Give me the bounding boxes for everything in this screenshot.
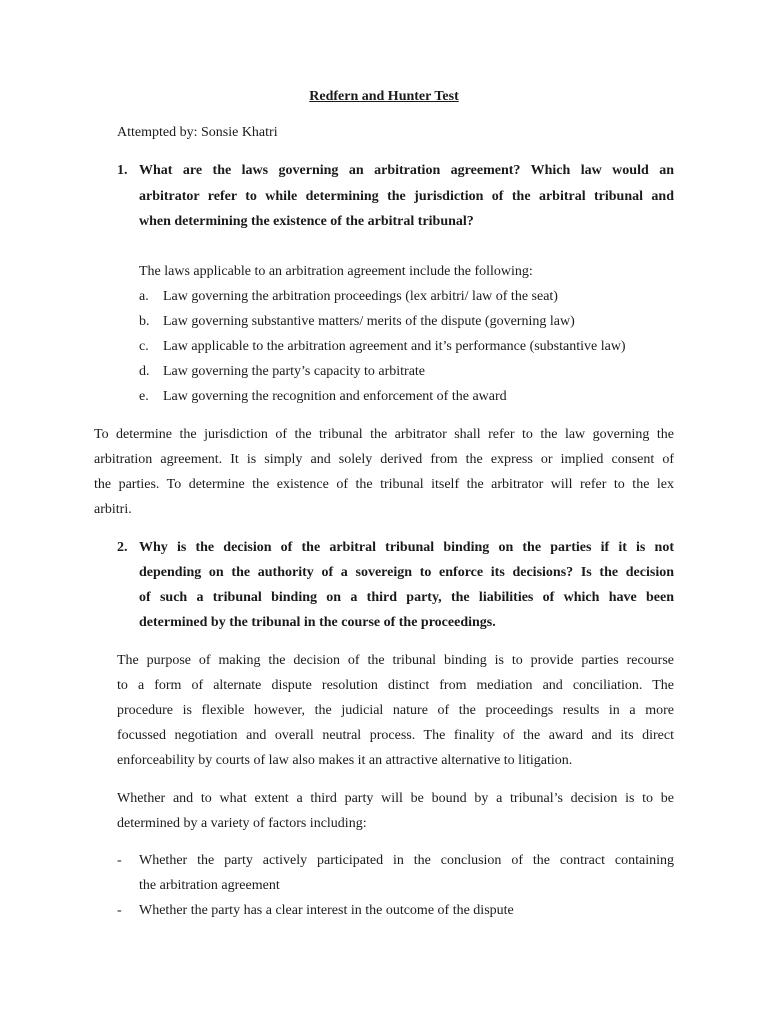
list-marker: c.: [139, 339, 149, 354]
question-line: arbitrator refer to while determining the jurisdiction of the arbitral tribunal and: [139, 189, 674, 204]
bullet-marker: -: [117, 853, 122, 868]
answer-line: To determine the jurisdiction of the tribunal the arbitrator shall refer to the law governing the: [94, 427, 674, 442]
answer-line: arbitration agreement. It is simply and solely derived from the express or implied consent of: [94, 452, 674, 467]
paragraph-line: procedure is flexible however, the judicial nature of the proceedings results in a more: [117, 703, 674, 718]
question-line: depending on the authority of a sovereign to enforce its decisions? Is the decision: [139, 565, 674, 580]
question-line: when determining the existence of the arbitral tribunal?: [139, 214, 474, 229]
paragraph-line: focussed negotiation and overall neutral process. The finality of the award and its direct: [117, 728, 674, 743]
bullet-marker: -: [117, 903, 122, 918]
paragraph-line: to a form of alternate dispute resolution distinct from mediation and conciliation. The: [117, 678, 674, 693]
question-number: 2.: [117, 540, 128, 555]
list-intro: The laws applicable to an arbitration agreement include the following:: [139, 264, 533, 279]
list-marker: a.: [139, 289, 149, 304]
question-number: 1.: [117, 163, 128, 178]
list-item: Law governing the arbitration proceedings (lex arbitri/ law of the seat): [163, 289, 558, 304]
paragraph-line: Whether and to what extent a third party will be bound by a tribunal’s decision is to be: [117, 791, 674, 806]
question-line: Why is the decision of the arbitral tribunal binding on the parties if it is not: [139, 540, 674, 555]
list-item: Law applicable to the arbitration agreement and it’s performance (substantive law): [163, 339, 626, 354]
list-item: Law governing substantive matters/ merits of the dispute (governing law): [163, 314, 575, 329]
page-title: Redfern and Hunter Test: [309, 89, 459, 104]
bullet-line: Whether the party actively participated in the conclusion of the contract containing: [139, 853, 674, 868]
author-line: Attempted by: Sonsie Khatri: [117, 125, 278, 140]
question-line: determined by the tribunal in the course of the proceedings.: [139, 615, 496, 630]
list-item: Law governing the recognition and enforcement of the award: [163, 389, 507, 404]
question-line: of such a tribunal binding on a third party, the liabilities of which have been: [139, 590, 674, 605]
question-line: What are the laws governing an arbitration agreement? Which law would an: [139, 163, 674, 178]
answer-line: arbitri.: [94, 502, 132, 517]
paragraph-line: enforceability by courts of law also makes it an attractive alternative to litigation.: [117, 753, 573, 768]
bullet-line: the arbitration agreement: [139, 878, 280, 893]
paragraph-line: The purpose of making the decision of the tribunal binding is to provide parties recourse: [117, 653, 674, 668]
list-marker: e.: [139, 389, 149, 404]
answer-line: the parties. To determine the existence of the tribunal itself the arbitrator will refer to the lex: [94, 477, 674, 492]
list-marker: d.: [139, 364, 150, 379]
list-item: Law governing the party’s capacity to arbitrate: [163, 364, 426, 379]
list-marker: b.: [139, 314, 150, 329]
paragraph-line: determined by a variety of factors including:: [117, 816, 367, 831]
bullet-line: Whether the party has a clear interest in the outcome of the dispute: [139, 903, 514, 918]
